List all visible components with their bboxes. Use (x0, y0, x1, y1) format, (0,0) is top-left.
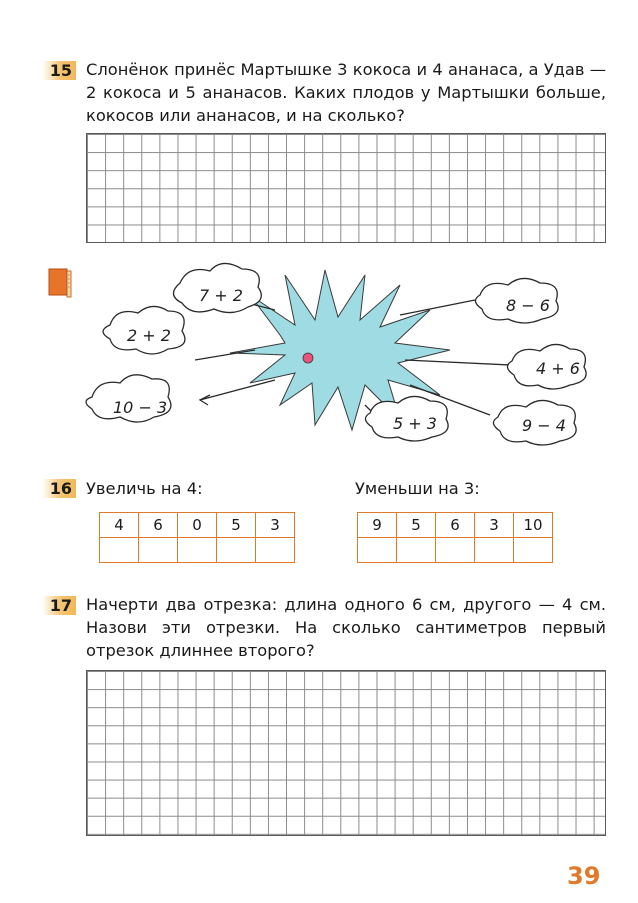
answer-cell[interactable] (358, 538, 397, 563)
table-cell: 6 (139, 513, 178, 538)
answer-cell[interactable] (100, 538, 139, 563)
table-cell: 6 (436, 513, 475, 538)
cloud-4-expression: 5 + 3 (393, 414, 437, 433)
cloud-2-expression: 2 + 2 (127, 326, 171, 345)
task-number-badge: 16 (42, 479, 76, 498)
answer-cell[interactable] (139, 538, 178, 563)
task-16-right-label: Уменьши на 3: (355, 479, 480, 498)
table-cell: 9 (358, 513, 397, 538)
answer-grid-15[interactable] (86, 133, 606, 243)
cloud-3-expression: 10 − 3 (113, 398, 168, 417)
task-number-badge: 15 (42, 61, 76, 80)
cloud-6-expression: 4 + 6 (536, 359, 580, 378)
table-cell: 3 (256, 513, 295, 538)
cloud-7-expression: 9 − 4 (522, 416, 566, 435)
answer-cell[interactable] (217, 538, 256, 563)
hedgehog-nose (303, 353, 313, 363)
task-17-text: Начерти два отрезка: длина одного 6 см, другого — 4 см. Назови эти отрезки. На сколько сантиметров первый отрезок длиннее второго? (86, 595, 606, 660)
table-cell: 10 (514, 513, 553, 538)
table-cell: 5 (217, 513, 256, 538)
answer-cell[interactable] (475, 538, 514, 563)
cloud-1-expression: 7 + 2 (199, 286, 243, 305)
answer-cell[interactable] (178, 538, 217, 563)
table-cell: 3 (475, 513, 514, 538)
page-number: 39 (567, 862, 601, 890)
book-icon (47, 267, 73, 299)
answer-cell[interactable] (514, 538, 553, 563)
table-cell: 0 (178, 513, 217, 538)
task-15-text: Слонёнок принёс Мартышке 3 кокоса и 4 ананаса, а Удав — 2 кокоса и 5 ананасов. Каких плодов у Мартышки больше, кокосов или ананасов, и на сколько? (86, 60, 606, 125)
table-cell: 4 (100, 513, 139, 538)
task-16-left-label: Увеличь на 4: (86, 479, 203, 498)
answer-cell[interactable] (256, 538, 295, 563)
cloud-5-expression: 8 − 6 (506, 296, 550, 315)
answer-cell[interactable] (397, 538, 436, 563)
increase-table (99, 512, 295, 563)
answer-cell[interactable] (436, 538, 475, 563)
answer-grid-17[interactable] (86, 670, 606, 836)
task-number-badge: 17 (42, 596, 76, 615)
table-cell: 5 (397, 513, 436, 538)
decrease-table (357, 512, 553, 563)
